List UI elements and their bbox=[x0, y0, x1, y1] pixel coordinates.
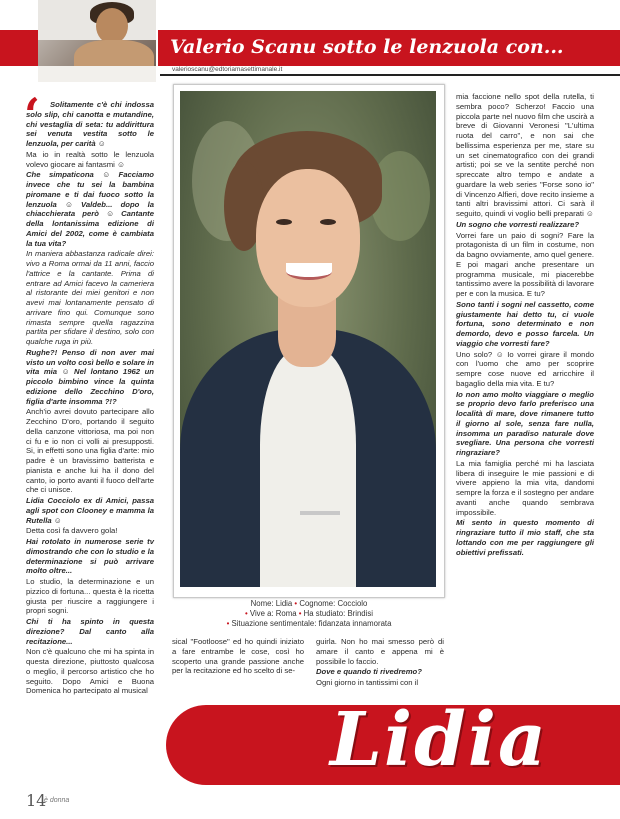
caption-studiato: Brindisi bbox=[347, 609, 374, 618]
article-left-column bbox=[26, 100, 154, 697]
bullet-icon: • bbox=[294, 599, 298, 608]
caption-situazione-label: Situazione sentimentale: bbox=[231, 619, 317, 628]
right-column-paragraph: Mi sento in questo momento di ringraziare tutto il mio staff, che sta lottando con me per raggiungere gli obiettivi prefissati. bbox=[456, 518, 594, 557]
article-bottom-column-1 bbox=[172, 637, 304, 677]
magazine-name: è donna bbox=[44, 797, 70, 804]
left-column-paragraph: Che simpaticona ☺ Facciamo invece che tu sei la bambina piromane e ti dai fuoco sotto la lenzuola ☺ Valdeb... dopo la chiacchierata però ☺ Cantante della lontanissima edizione di Amici del 2002, come è cambiata la tua vita? bbox=[26, 170, 154, 248]
article-right-column bbox=[456, 92, 594, 558]
bullet-icon: • bbox=[226, 619, 230, 628]
banner-name: Lidia bbox=[330, 697, 548, 783]
right-column-paragraph: La mia famiglia perché mi ha lasciata libera di inseguire le mie passioni e di vivere appieno la mia vita, dandomi sempre la forza e il sostegno per andare avanti anche quando sembrava impossibile. bbox=[456, 458, 594, 517]
bottom-col1-text: sical "Footloose" ed ho quindi iniziato a fare entrambe le cose, così ho scoperto una grande passione anche per la recitazione ed ho scelto di se- bbox=[172, 637, 304, 676]
caption-studiato-label: Ha studiato: bbox=[303, 609, 346, 618]
header-rule bbox=[160, 74, 620, 76]
header-email: valerioscanu@edtoriamasettimanale.it bbox=[172, 66, 283, 73]
caption-vive: Roma bbox=[275, 609, 297, 618]
left-column-paragraph: Detta così fa davvero gola! bbox=[26, 526, 118, 536]
header-title: Valerio Scanu sotto le lenzuola con... bbox=[170, 36, 564, 58]
left-column-paragraph: Hai rotolato in numerose serie tv dimostrando che con lo studio e la determinazione si può arrivare molto oltre... bbox=[26, 537, 154, 576]
right-column-paragraph: Uno solo? ☺ Io vorrei girare il mondo con l'uomo che amo per scoprire sempre cose nuove ed arricchire il bagaglio della mia vita. E tu? bbox=[456, 349, 594, 388]
caption-cognome-label: Cognome: bbox=[299, 599, 336, 608]
caption-nome: Lidia bbox=[275, 599, 293, 608]
caption-cognome: Cocciolo bbox=[337, 599, 368, 608]
quote-mark-icon: ‘ bbox=[24, 88, 41, 142]
header-thumbnail-photo bbox=[38, 0, 158, 82]
bullet-icon: • bbox=[244, 609, 248, 618]
left-column-paragraph: Solitamente c'è chi indossa solo slip, chi canotta e mutandine, chi vestaglia di seta: tu addirittura sei venuta vestita sotto le lenzuola, per carità ☺ bbox=[26, 100, 154, 148]
photo-caption bbox=[175, 599, 443, 629]
bottom-col2-text2: Ogni giorno in tantissimi con il bbox=[316, 678, 419, 687]
left-column-paragraph: Chi ti ha spinto in questa direzione? Dal canto alla recitazione... bbox=[26, 617, 154, 646]
caption-vive-label: Vive a: bbox=[249, 609, 274, 618]
right-column-paragraph: Vorrei fare un paio di sogni? Fare la protagonista di un film in costume, non da bagno ovviamente, amo quel genere. E poi magari anche presentare un programma musicale, mi piacerebbe tantissimo avere la possibilità di lavorare per e con la musica. E tu? bbox=[456, 230, 595, 298]
page-number: 14 bbox=[26, 791, 47, 810]
left-column-paragraph: Lidia Cocciolo ex di Amici, passa agli spot con Clooney e mamma la Rutella ☺ bbox=[26, 496, 154, 525]
caption-nome-label: Nome: bbox=[250, 599, 274, 608]
right-column-paragraph: mia faccione nello spot della rutella, ti sembra poco? Scherzo! Faccio una piccola parte nel nuovo film che uscirà a breve di Giovanni Veronesi "L'ultima ruota del carro", e non sai che bellissima esperienza per me, stare su un set cinematografico con dei grandi artisti; poi se ve la sentite perché non spreccate altro tempo e andate a guardare la web series "Forse sono io" di Vincenzo Alfieri, dove recito insieme a tanti altri bravissimi attori. Ci sarà il seguito, quindi vi voglio belli preparati ☺ bbox=[456, 92, 594, 218]
left-column-paragraph: Non c'è qualcuno che mi ha spinta in questa direzione, piuttosto qualcosa o meglio, il percorso artistico che ho seguito. Dopo Amici e Buona Domenica ho partecipato al musical bbox=[26, 647, 154, 696]
bottom-col2-text1: guirla. Non ho mai smesso però di amare il canto e appena mi è possibile lo faccio. bbox=[316, 637, 444, 666]
article-bottom-column-2 bbox=[316, 637, 444, 689]
right-column-paragraph: Un sogno che vorresti realizzare? bbox=[456, 219, 580, 229]
left-column-paragraph: In maniera abbastanza radicale direi: vivo a Roma ormai da 11 anni, faccio l'attrice e la cantante. Prima di entrare ad Amici facevo la cameriera al ristorante dei miei genitori e non avevi mai lontanamente pensato di arrivare fino qui. Comunque sono rimasta sempre quella ragazzina partita per sfidare il destino, solo con qualche ruga in più. bbox=[26, 249, 154, 346]
left-column-paragraph: Anch'io avrei dovuto partecipare allo Zecchino D'oro, portando il seguito della canzone vittoriosa, ma poi non ci fu e io non ci volli ai presupposti. Si, in effetti sono una figlia d'arte: mio padre è un bravissimo batterista e pianista e anche lui ha il dono del canto, io porto avanti il fuoco dell'arte che ci unisce. bbox=[26, 407, 154, 495]
bullet-icon: • bbox=[298, 609, 302, 618]
left-column-paragraph: Ma io in realtà sotto le lenzuola volevo giocare ai fantasmi ☺ bbox=[26, 149, 154, 169]
left-column-paragraph: Lo studio, la determinazione e un pizzico di fortuna... questa è la ricetta giusta per riuscire a raggiungere i propri sogni. bbox=[26, 577, 154, 616]
left-column-paragraph: Rughe?! Penso di non aver mai visto un volto così bello e solare in vita mia ☺ Nel lontano 1962 un piccolo bimbino vince la quinta edizione dello Zecchino D'oro, figlia d'arte insomma ?!? bbox=[26, 347, 154, 406]
right-column-paragraph: Io non amo molto viaggiare o meglio se proprio devo farlo preferisco una località di mare, dove rimanere tutto il giorno al sole, senza fare nulla, insomma un paradiso naturale dove svegliare. Una persona che vorresti ringraziare? bbox=[456, 389, 594, 457]
bottom-col2-question: Dove e quando ti rivedremo? bbox=[316, 667, 422, 677]
portrait-photo bbox=[180, 91, 436, 587]
right-column-paragraph: Sono tanti i sogni nel cassetto, come giustamente hai detto tu, ci vuole fortuna, sono determinato e non demordo, devo e posso farcela. Un viaggio che vorresti fare? bbox=[456, 299, 594, 348]
caption-situazione: fidanzata innamorata bbox=[318, 619, 392, 628]
